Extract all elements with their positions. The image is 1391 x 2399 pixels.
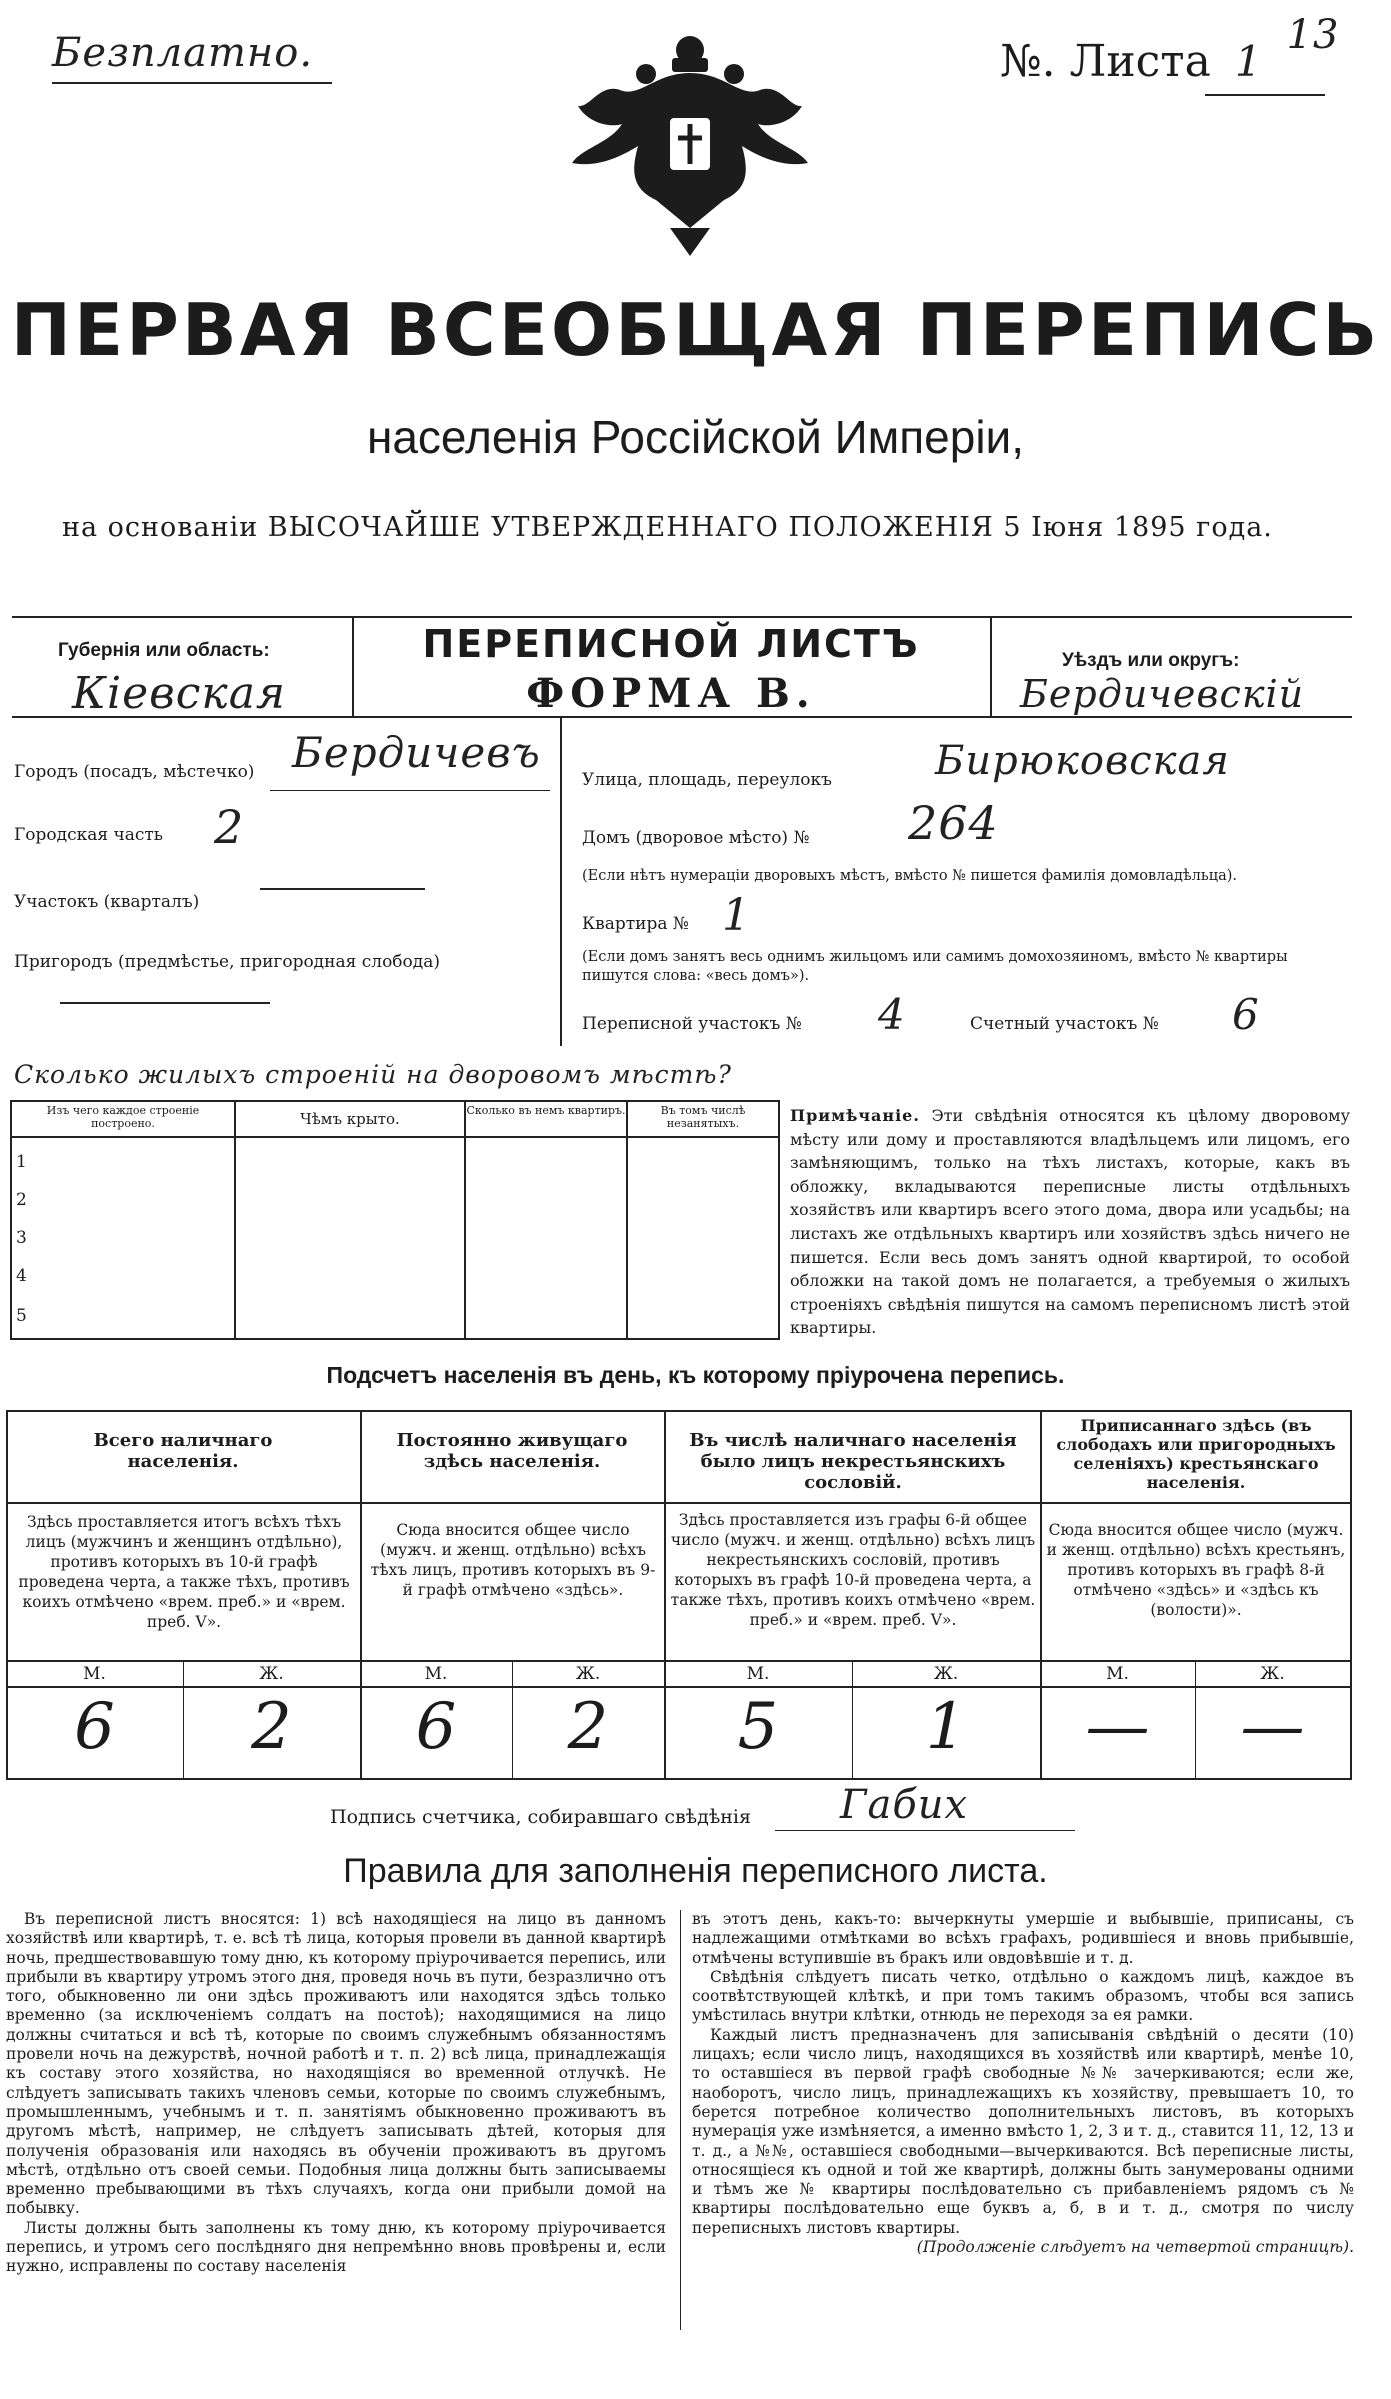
- pop-col1-head: Всего наличнаго населенія.: [93, 1430, 273, 1472]
- pop-col3-desc: Здѣсь проставляется изъ графы 6-й общее число (мужч. и женщ. отдѣльно) всѣхъ лицъ некрестьянскихъ сословій, противъ которыхъ въ графѣ 10-й проведена черта, а также тѣхъ, противъ коихъ отмѣчено «врем. преб.» и «врем. преб. V».: [670, 1511, 1036, 1629]
- buildings-col-material: Изъ чего каждое строеніе построено.: [46, 1104, 200, 1130]
- form-type: ФОРМА В.: [526, 670, 816, 717]
- pop-value-nonpeasant-m: 5: [737, 1690, 779, 1764]
- rules-continued: (Продолженіе слѣдуетъ на четвертой страницѣ).: [916, 2238, 1354, 2257]
- sheet-number-label: №. Листа: [1000, 36, 1211, 87]
- sheet-number-extra: 13: [1286, 12, 1340, 58]
- census-area-label: Переписной участокъ №: [582, 1014, 802, 1034]
- buildings-row-4: 4: [16, 1266, 27, 1286]
- house-label: Домъ (дворовое мѣсто) №: [582, 828, 810, 848]
- pop-sex-1: М.: [83, 1664, 106, 1684]
- buildings-row-1: 1: [16, 1152, 27, 1172]
- note-title: Примѣчаніе.: [790, 1106, 920, 1125]
- apartment-label: Квартира №: [582, 914, 689, 934]
- district-label: Участокъ (кварталъ): [14, 892, 200, 912]
- pop-value-nonpeasant-f: 1: [925, 1690, 967, 1764]
- free-label: Безплатно.: [52, 30, 314, 76]
- buildings-row-2: 2: [16, 1190, 27, 1210]
- count-area-value: 6: [1232, 990, 1260, 1039]
- city-part-label: Городская часть: [14, 825, 164, 845]
- apartment-note: (Если домъ занятъ весь однимъ жильцомъ или самимъ домохозяиномъ, вмѣсто № квартиры пишутся слова: «весь домъ»).: [582, 949, 1288, 984]
- page-title: ПЕРВАЯ ВСЕОБЩАЯ ПЕРЕПИСЬ: [10, 288, 1381, 372]
- rules-right-paragraph-3: Каждый листъ предназначенъ для записыванія свѣдѣній о десяти (10) лицахъ; если число лицъ, находящихся въ хозяйствѣ или квартирѣ, менѣе 10, то оставшіеся въ первой графѣ свободные №№ зачеркиваются; если же, наоборотъ, число лицъ, принадлежащихъ къ хозяйству, превышаетъ 10, то берется потребное количество дополнительныхъ листовъ, въ которыхъ нумерація уже измѣняется, а именно вмѣсто 1, 2, 3 и т. д., ставится 11, 12, 13 и т. д., а №№, оставшіеся свободными—вычеркиваются. Всѣ переписные листы, относящіеся къ одной и той же квартирѣ, должны быть занумерованы одними и тѣмъ же № квартиры послѣдовательно съ прибавленіемъ рядомъ съ № квартиры послѣдовательно еще буквъ а, б, в и т. д., смотря по числу переписныхъ листовъ квартиры.: [692, 2025, 1354, 2237]
- rules-right-paragraph-2: Свѣдѣнія слѣдуетъ писать четко, отдѣльно о каждомъ лицѣ, каждое въ соотвѣтствующей клѣткѣ, и при томъ такимъ образомъ, чтобы вся запись умѣстилась внутри клѣтки, отнюдь не переходя за ея рамки.: [692, 1967, 1354, 2025]
- house-note: (Если нѣтъ нумераціи дворовыхъ мѣстъ, вмѣсто № пишется фамилія домовладѣльца).: [582, 868, 1238, 884]
- pop-value-peasant-f: —: [1240, 1690, 1305, 1764]
- pop-value-permanent-m: 6: [415, 1690, 457, 1764]
- city-label: Городъ (посадъ, мѣстечко): [14, 762, 255, 782]
- signature-value: Габих: [840, 1782, 969, 1828]
- basis-line: на основаніи ВЫСОЧАЙШЕ УТВЕРЖДЕННАГО ПОЛОЖЕНІЯ 5 Іюня 1895 года.: [62, 512, 1273, 543]
- uezd-value: Бердичевскій: [1020, 672, 1305, 716]
- buildings-row-3: 3: [16, 1228, 27, 1248]
- buildings-table: [10, 1100, 780, 1340]
- rules-title: Правила для заполненія переписного листа.: [343, 1852, 1048, 1890]
- population-table: [6, 1410, 1352, 1780]
- rules-left-column: [6, 1910, 666, 2277]
- guberniya-label: Губернія или область:: [58, 640, 270, 661]
- uezd-label: Уѣздъ или округъ:: [1062, 650, 1240, 671]
- note-block: [790, 1104, 1350, 1340]
- pop-col4-desc: Сюда вносится общее число (мужч. и женщ. отдѣльно) всѣхъ крестьянъ, противъ которыхъ въ графѣ 8-й отмѣчено «здѣсь» и «здѣсь къ (волости)».: [1046, 1521, 1346, 1619]
- house-value: 264: [908, 796, 999, 850]
- street-value: Бирюковская: [935, 738, 1230, 784]
- count-area-label: Счетный участокъ №: [970, 1014, 1159, 1034]
- guberniya-value: Кіевская: [72, 668, 287, 719]
- buildings-row-5: 5: [16, 1306, 27, 1326]
- pop-sex-3: М.: [424, 1664, 448, 1684]
- pop-value-permanent-f: 2: [567, 1690, 609, 1764]
- suburb-label: Пригородъ (предмѣстье, пригородная слобода): [14, 952, 441, 972]
- rules-right-paragraph-1: въ этотъ день, какъ-то: вычеркнуты умершіе и выбывшіе, приписаны, съ надлежащими отмѣтками во всѣхъ графахъ, родившіеся и вновь прибывшіе, отмѣчены вступившіе въ бракъ или овдовѣвшіе и т. д.: [692, 1910, 1354, 1967]
- sheet-number: [1000, 12, 1340, 87]
- city-value: Бердичевъ: [292, 728, 541, 777]
- pop-col3-head: Въ числѣ наличнаго населенія было лицъ некрестьянскихъ сословій.: [689, 1430, 1017, 1493]
- signature-label: Подпись счетчика, собиравшаго свѣдѣнія: [330, 1806, 751, 1828]
- city-part-value: 2: [214, 800, 245, 854]
- buildings-col-apartments: Сколько въ немъ квартиръ.: [466, 1104, 626, 1117]
- pop-sex-5: М.: [746, 1664, 770, 1684]
- pop-sex-8: Ж.: [1260, 1664, 1285, 1684]
- rules-right-column: [692, 1910, 1354, 2257]
- buildings-col-roof: Чѣмъ крыто.: [300, 1110, 400, 1128]
- rules-left-paragraph-2: Листы должны быть заполнены къ тому дню, къ которому пріурочивается перепись, и утромъ сего послѣдняго дня непремѣнно вновь провѣрены и, если нужно, исправлены по составу населенія: [6, 2218, 666, 2276]
- street-label: Улица, площадь, переулокъ: [582, 770, 832, 790]
- pop-value-total-f: 2: [251, 1690, 292, 1764]
- population-title: Подсчетъ населенія въ день, къ которому пріурочена перепись.: [326, 1362, 1065, 1388]
- note-text: Эти свѣдѣнія относятся къ цѣлому дворовому мѣсту или дому и проставляются владѣльцемъ или лицомъ, его замѣняющимъ, только на тѣхъ листахъ, которые, какъ въ обложку, вкладываются переписные листы отдѣльныхъ хозяйствъ или квартиръ всего этого дома, двора или усадьбы; на листахъ же отдѣльныхъ квартиръ или хозяйствъ здѣсь ничего не пишется. Если весь домъ занятъ одной квартирой, то особой обложки на такой домъ не полагается, а требуемыя о жилыхъ строеніяхъ свѣдѣнія пишутся на самомъ переписномъ листѣ этой квартиры.: [790, 1106, 1351, 1338]
- pop-col1-desc: Здѣсь проставляется итогъ всѣхъ тѣхъ лицъ (мужчинъ и женщинъ отдѣльно), противъ которыхъ въ 10-й графѣ проведена черта, а также тѣхъ, противъ коихъ отмѣчено «врем. преб.» и «врем. преб. V».: [18, 1513, 350, 1631]
- apartment-value: 1: [722, 890, 751, 941]
- pop-col4-head: Приписаннаго здѣсь (въ слободахъ или пригородныхъ селеніяхъ) крестьянскаго населенія.: [1056, 1416, 1336, 1492]
- rules-left-paragraph-1: Въ переписной листъ вносятся: 1) всѣ находящіеся на лицо въ данномъ хозяйствѣ или квартирѣ, т. е. всѣ тѣ лица, которыя провели въ данной квартирѣ ночь, предшествовавшую тому дню, къ которому пріурочивается перепись, или прибыли въ квартиру утромъ этого дня, проведя ночь въ пути, безразлично отъ того, обыкновенно ли они здѣсь проживаютъ или находятся здѣсь только временно (за исключеніемъ солдатъ на постоѣ); находящимися на лицо должны считаться и всѣ тѣ, которые по своимъ служебнымъ обязанностямъ провели ночь на дежурствѣ, ночной работѣ и т. п. 2) всѣ лица, принадлежащія къ составу этого хозяйства, но находящіяся во временной отлучкѣ. Не слѣдуетъ записывать такихъ членовъ семьи, которые по своимъ служебнымъ, промышленнымъ, учебнымъ и т. п. занятіямъ обыкновенно проживаютъ въ другомъ мѣстѣ, например, не слѣдуетъ записывать дѣтей, которыя для полученія образованія или находясь въ обученіи проживаютъ въ другомъ мѣстѣ, отдѣльно отъ своей семьи. Подобныя лица должны быть записываемы временно пребывающими въ тѣхъ случаяхъ, когда они прибыли домой на побывку.: [6, 1910, 666, 2218]
- coat-of-arms-emblem: [560, 28, 820, 258]
- page-subtitle: населенія Россійской Имперіи,: [366, 411, 1025, 463]
- pop-value-peasant-m: —: [1085, 1690, 1150, 1764]
- pop-value-total-m: 6: [74, 1690, 115, 1764]
- pop-col2-head: Постоянно живущаго здѣсь населенія.: [396, 1430, 628, 1472]
- buildings-col-vacant: Въ томъ числѣ незанятыхъ.: [660, 1104, 746, 1130]
- buildings-question: Сколько жилыхъ строеній на дворовомъ мѣстѣ?: [14, 1060, 732, 1089]
- pop-sex-2: Ж.: [259, 1664, 284, 1684]
- pop-col2-desc: Сюда вносится общее число (мужч. и женщ. отдѣльно) всѣхъ тѣхъ лицъ, противъ которыхъ въ 9-й графѣ отмѣчено «здѣсь».: [370, 1521, 656, 1599]
- sheet-number-value: 1: [1234, 37, 1263, 86]
- form-title: ПЕРЕПИСНОЙ ЛИСТЪ: [422, 622, 920, 666]
- pop-sex-7: М.: [1106, 1664, 1129, 1684]
- census-area-value: 4: [878, 990, 906, 1039]
- pop-sex-4: Ж.: [575, 1664, 601, 1684]
- pop-sex-6: Ж.: [933, 1664, 959, 1684]
